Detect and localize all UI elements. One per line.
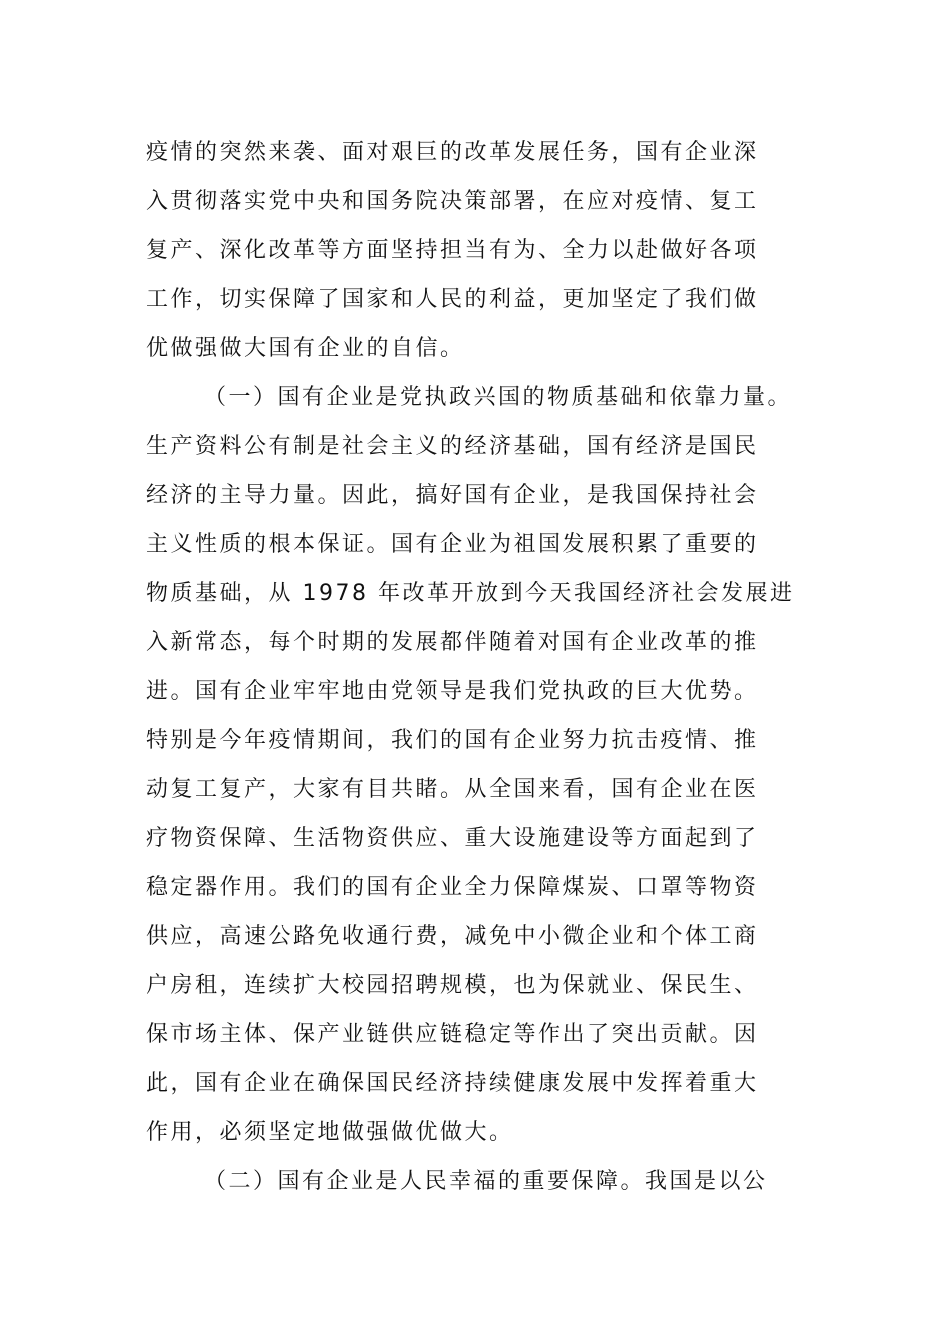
text-line: 特别是今年疫情期间，我们的国有企业努力抗击疫情、推 — [146, 728, 759, 753]
text-line: 作用，必须坚定地做强做优做大。 — [146, 1120, 514, 1145]
text-line: 供应，高速公路免收通行费，减免中小微企业和个体工商 — [146, 924, 759, 949]
text-line: 复产、深化改革等方面坚持担当有为、全力以赴做好各项 — [146, 238, 759, 263]
body-text — [146, 128, 795, 1206]
text-line: 户房租，连续扩大校园招聘规模，也为保就业、保民生、 — [146, 973, 759, 998]
text-line: 主义性质的根本保证。国有企业为祖国发展积累了重要的 — [146, 532, 759, 557]
text-line: 优做强做大国有企业的自信。 — [146, 336, 465, 361]
text-line: 物质基础，从 1978 年改革开放到今天我国经济社会发展进 — [146, 581, 795, 606]
text-line: 疗物资保障、生活物资供应、重大设施建设等方面起到了 — [146, 826, 759, 851]
section-heading-line: （一）国有企业是党执政兴国的物质基础和依靠力量。 — [204, 385, 793, 410]
text-line: 入贯彻落实党中央和国务院决策部署，在应对疫情、复工 — [146, 189, 759, 214]
text-line: 动复工复产，大家有目共睹。从全国来看，国有企业在医 — [146, 777, 759, 802]
text-line: 经济的主导力量。因此，搞好国有企业，是我国保持社会 — [146, 483, 759, 508]
text-line: 入新常态，每个时期的发展都伴随着对国有企业改革的推 — [146, 630, 759, 655]
text-line: 疫情的突然来袭、面对艰巨的改革发展任务，国有企业深 — [146, 140, 759, 165]
text-line: 稳定器作用。我们的国有企业全力保障煤炭、口罩等物资 — [146, 875, 759, 900]
text-line: 工作，切实保障了国家和人民的利益，更加坚定了我们做 — [146, 287, 759, 312]
section-heading-line: （二）国有企业是人民幸福的重要保障。我国是以公 — [204, 1169, 768, 1194]
text-line: 进。国有企业牢牢地由党领导是我们党执政的巨大优势。 — [146, 679, 759, 704]
text-line: 保市场主体、保产业链供应链稳定等作出了突出贡献。因 — [146, 1022, 759, 1047]
text-line: 生产资料公有制是社会主义的经济基础，国有经济是国民 — [146, 434, 759, 459]
text-line: 此，国有企业在确保国民经济持续健康发展中发挥着重大 — [146, 1071, 759, 1096]
